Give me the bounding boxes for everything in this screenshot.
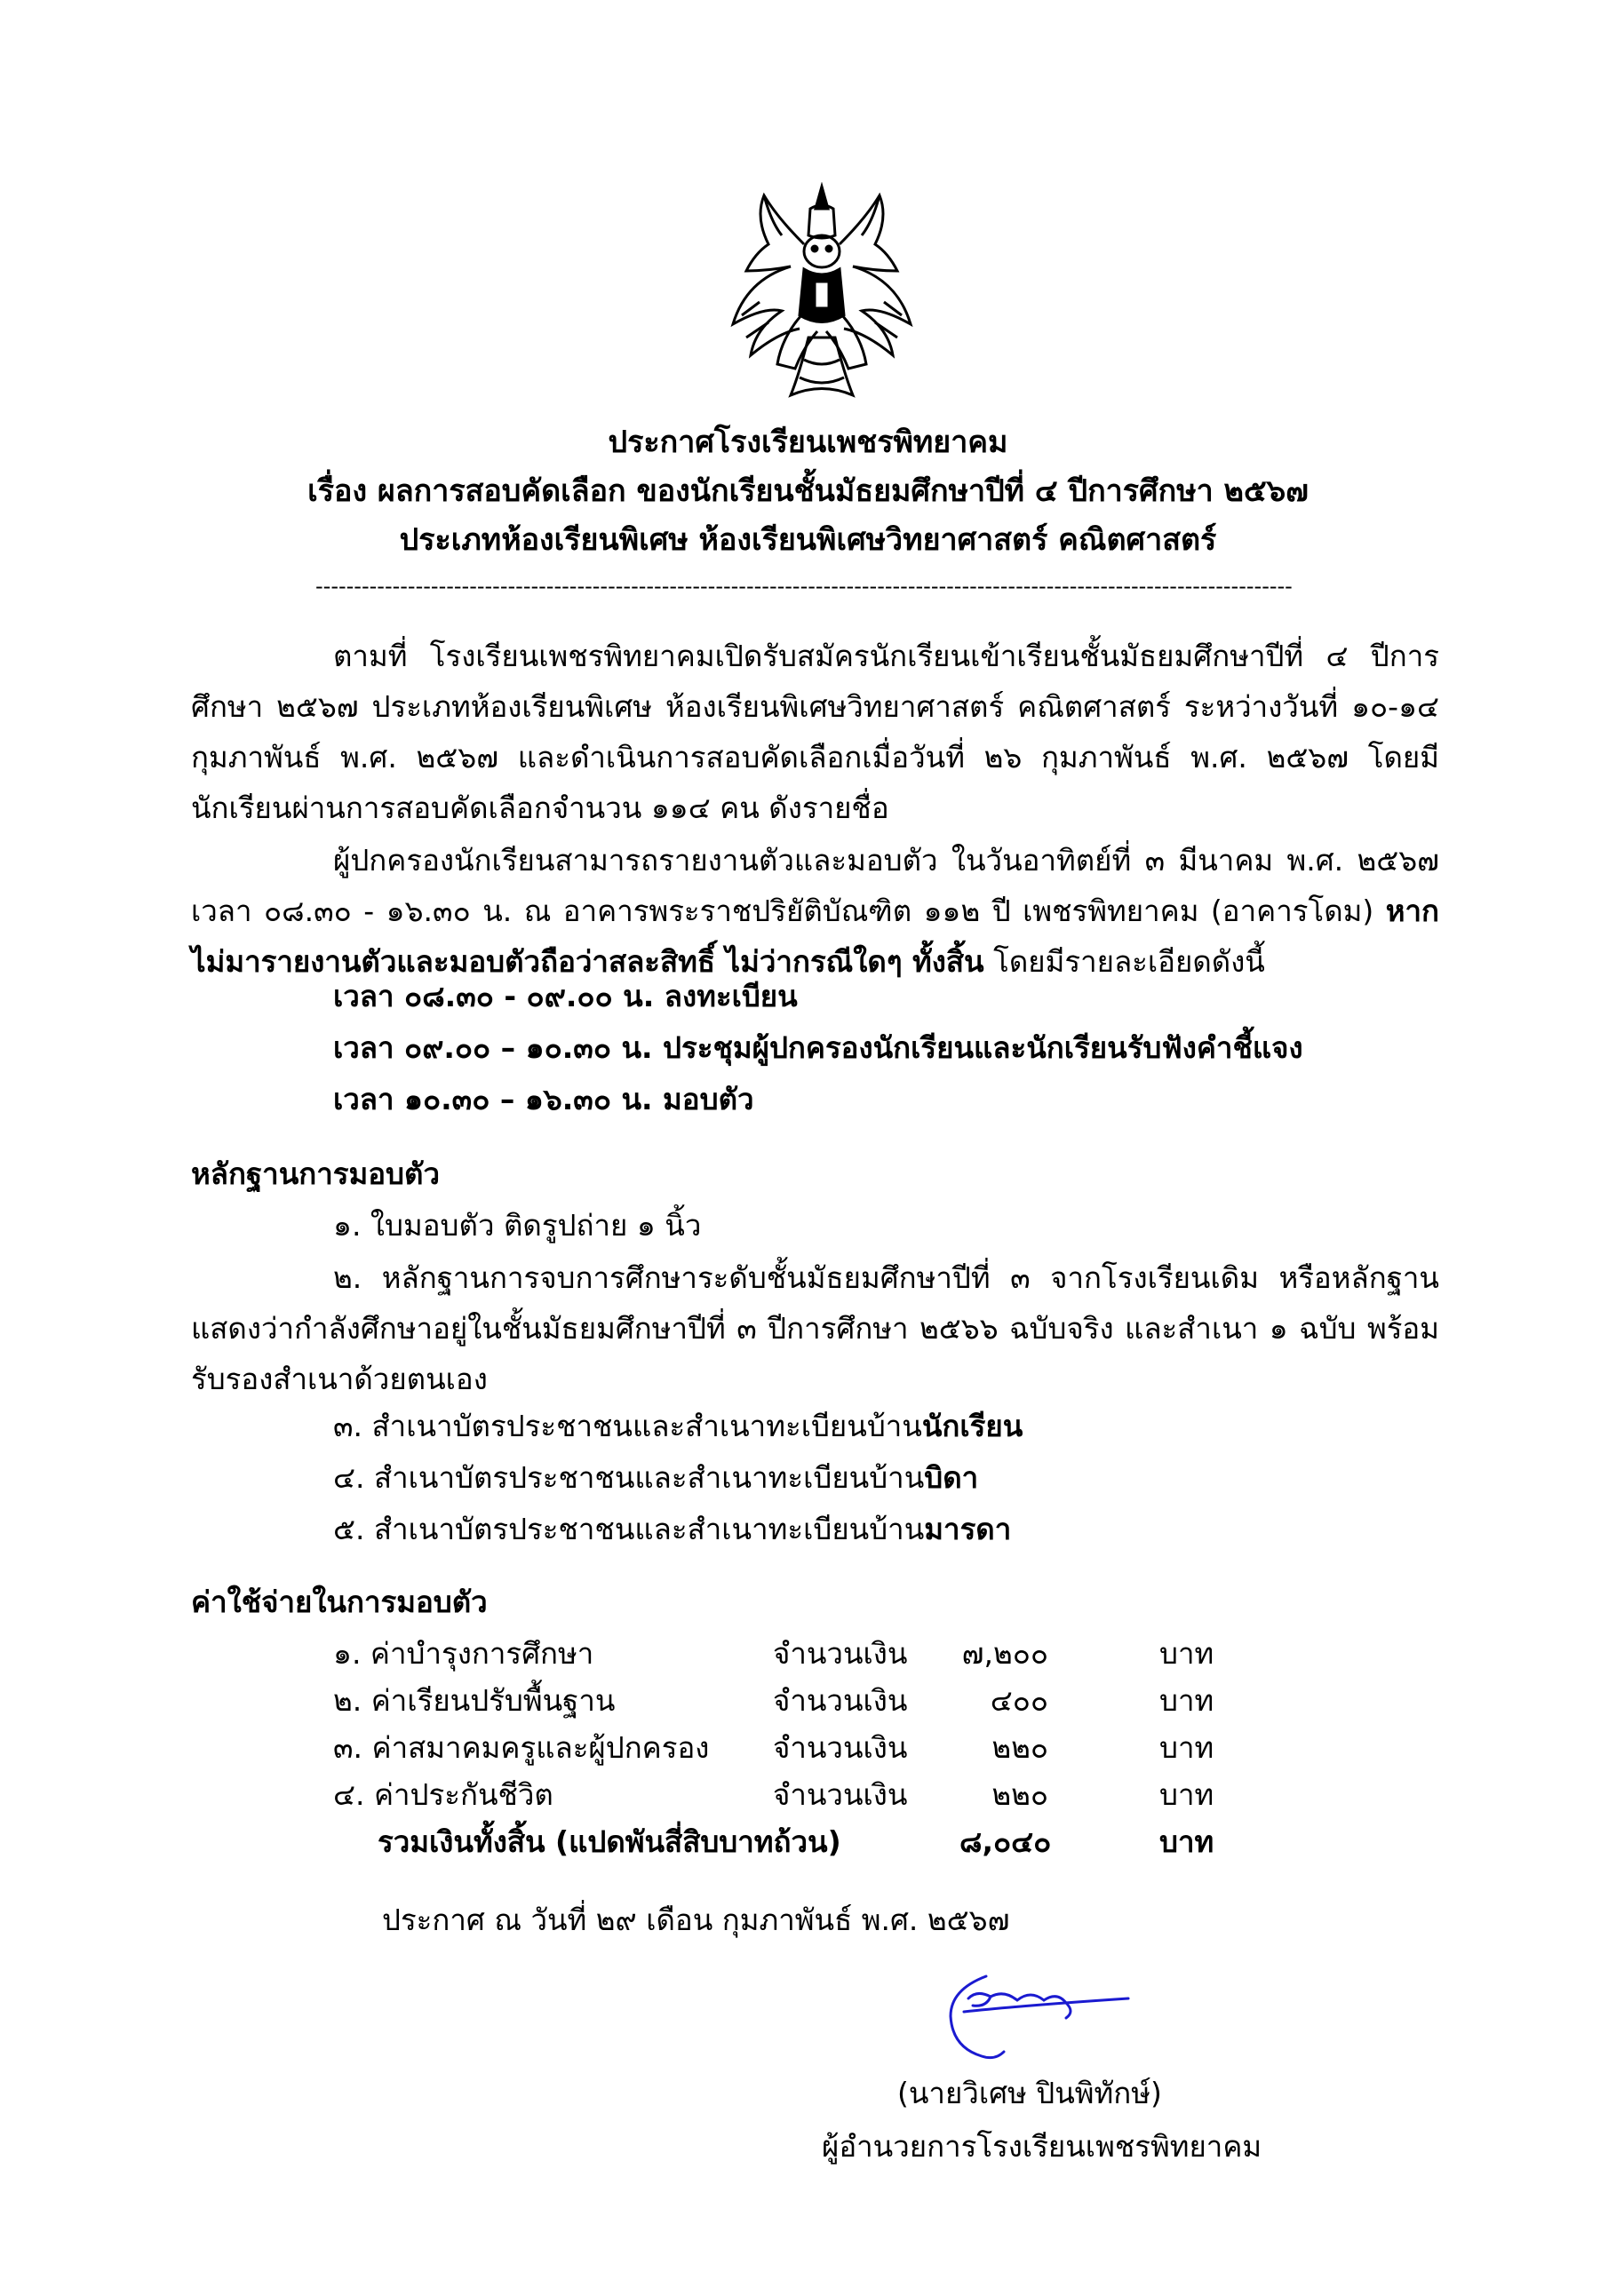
evidence-item: ๔. สำเนาบัตรประชาชนและสำเนาทะเบียนบ้านบิดา bbox=[333, 1460, 979, 1495]
handwritten-signature bbox=[933, 1963, 1137, 2070]
intro-paragraph-2: ผู้ปกครองนักเรียนสามารถรายงานตัวและมอบตัว ในวันอาทิตย์ที่ ๓ มีนาคม พ.ศ. ๒๕๖๗ เวลา ๐๘.๓๐ - ๑๖.๓๐ น. ณ อาคารพระราชปริยัติบัณฑิต ๑๑๒ ปี เพชรพิทยาคม (อาคารโดม) หากไม่มารายงานตัวและมอบตัวถือว่าสละสิทธิ์ ไม่ว่ากรณีใดๆ ทั้งสิ้น โดยมีรายละเอียดดังนี้ bbox=[191, 843, 1439, 979]
schedule-item: เวลา ๑๐.๓๐ – ๑๖.๓๐ น. มอบตัว bbox=[333, 1082, 754, 1116]
announce-date: ประกาศ ณ วันที่ ๒๙ เดือน กุมภาพันธ์ พ.ศ. ๒๕๖๗ bbox=[382, 1903, 1010, 1937]
document-subject: เรื่อง ผลการสอบคัดเลือก ของนักเรียนชั้นมัธยมศึกษาปีที่ ๔ ปีการศึกษา ๒๕๖๗ bbox=[307, 473, 1309, 509]
document-title: ประกาศโรงเรียนเพชรพิทยาคม bbox=[608, 425, 1008, 460]
expense-row: ๑. ค่าบำรุงการศึกษา จำนวนเงิน ๗,๒๐๐ บาท bbox=[333, 1636, 1214, 1671]
schedule-item: เวลา ๐๙.๐๐ – ๑๐.๓๐ น. ประชุมผู้ปกครองนักเรียนและนักเรียนรับฟังคำชี้แจง bbox=[333, 1030, 1303, 1065]
forfeit-warning: หากไม่มารายงานตัวและมอบตัวถือว่าสละสิทธิ์ ไม่ว่ากรณีใดๆ ทั้งสิ้น bbox=[191, 894, 1439, 979]
expenses-heading: ค่าใช้จ่ายในการมอบตัว bbox=[191, 1585, 488, 1619]
evidence-item: ๓. สำเนาบัตรประชาชนและสำเนาทะเบียนบ้านนักเรียน bbox=[333, 1409, 1023, 1443]
signatory-position: ผู้อำนวยการโรงเรียนเพชรพิทยาคม bbox=[822, 2129, 1262, 2164]
header-divider: ------------------------------------------------------------------------------------------------------------------------------- bbox=[315, 574, 1293, 599]
document-category: ประเภทห้องเรียนพิเศษ ห้องเรียนพิเศษวิทยาศาสตร์ คณิตศาสตร์ bbox=[399, 522, 1217, 558]
garuda-emblem-icon bbox=[728, 182, 915, 400]
schedule-item: เวลา ๐๘.๓๐ - ๐๙.๐๐ น. ลงทะเบียน bbox=[333, 979, 798, 1013]
evidence-heading: หลักฐานการมอบตัว bbox=[191, 1156, 440, 1191]
evidence-item: ๕. สำเนาบัตรประชาชนและสำเนาทะเบียนบ้านมารดา bbox=[333, 1512, 1012, 1546]
signatory-name: (นายวิเศษ ปินพิทักษ์) bbox=[897, 2076, 1162, 2110]
evidence-item: ๑. ใบมอบตัว ติดรูปถ่าย ๑ นิ้ว bbox=[333, 1208, 702, 1243]
expense-row: ๔. ค่าประกันชีวิต จำนวนเงิน ๒๒๐ บาท bbox=[333, 1777, 1214, 1812]
intro-paragraph-1: ตามที่ โรงเรียนเพชรพิทยาคมเปิดรับสมัครนักเรียนเข้าเรียนชั้นมัธยมศึกษาปีที่ ๔ ปีการศึกษา ๒๕๖๗ ประเภทห้องเรียนพิเศษ ห้องเรียนพิเศษวิทยาศาสตร์ คณิตศาสตร์ ระหว่างวันที่ ๑๐-๑๔ กุมภาพันธ์ พ.ศ. ๒๕๖๗ และดำเนินการสอบคัดเลือกเมื่อวันที่ ๒๖ กุมภาพันธ์ พ.ศ. ๒๕๖๗ โดยมีนักเรียนผ่านการสอบคัดเลือกจำนวน ๑๑๔ คน ดังรายชื่อ bbox=[191, 639, 1439, 825]
evidence-item: ๒. หลักฐานการจบการศึกษาระดับชั้นมัธยมศึกษาปีที่ ๓ จากโรงเรียนเดิม หรือหลักฐานแสดงว่ากำลังศึกษาอยู่ในชั้นมัธยมศึกษาปีที่ ๓ ปีการศึกษา ๒๕๖๖ ฉบับจริง และสำเนา ๑ ฉบับ พร้อมรับรองสำเนาด้วยตนเอง bbox=[191, 1260, 1439, 1396]
expense-total-row: รวมเงินทั้งสิ้น (แปดพันสี่สิบบาทถ้วน) ๘,๐๔๐ บาท bbox=[378, 1824, 1214, 1859]
expense-row: ๒. ค่าเรียนปรับพื้นฐาน จำนวนเงิน ๔๐๐ บาท bbox=[333, 1683, 1214, 1718]
expense-row: ๓. ค่าสมาคมครูและผู้ปกครอง จำนวนเงิน ๒๒๐ บาท bbox=[333, 1730, 1214, 1765]
